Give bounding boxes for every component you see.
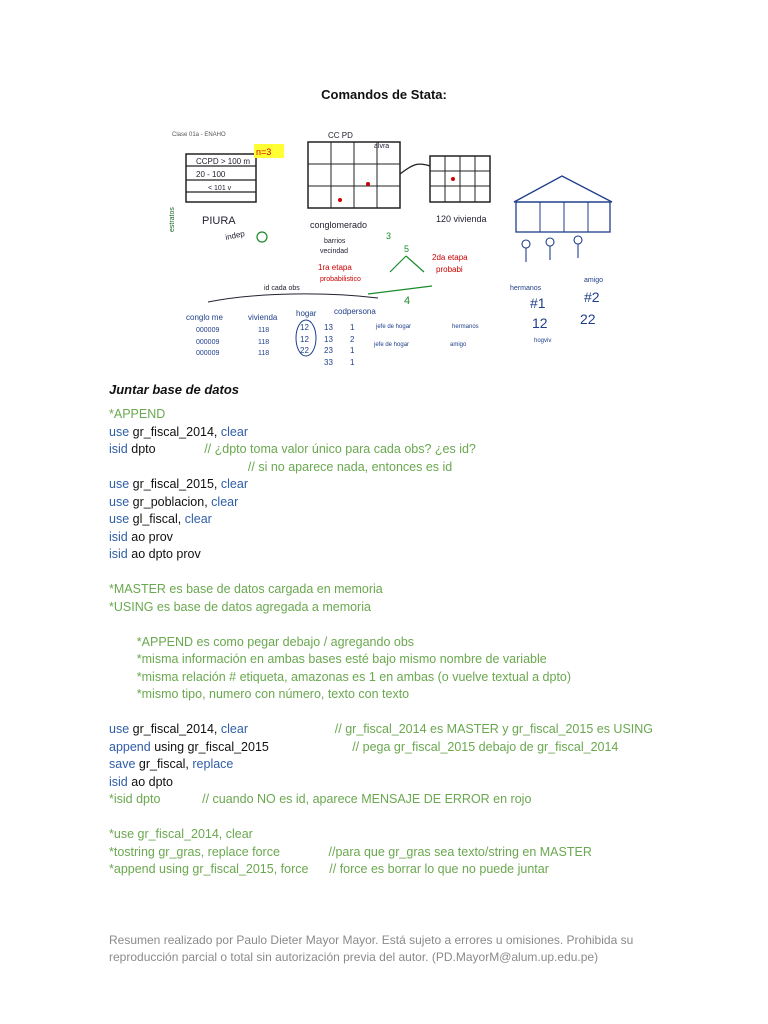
- code-keyword: save: [109, 757, 136, 771]
- code-line: [109, 494, 653, 512]
- sketch-three: 3: [386, 231, 392, 241]
- code-keyword: clear: [220, 424, 248, 439]
- house-amigo: amigo: [584, 277, 604, 284]
- sketch-r3c2: 118: [258, 350, 270, 357]
- sketch-amigo-note: amigo: [450, 342, 467, 348]
- sketch-prob1: probabilistico: [320, 276, 361, 283]
- sketch-etapa1: 1ra etapa: [318, 263, 352, 272]
- sketch-r1c4: 13: [324, 323, 333, 332]
- sketch-r2c5: 2: [350, 335, 355, 344]
- sketch-col3: hogar: [296, 309, 317, 318]
- sketch-header: Clase 01a - ENAHO: [172, 132, 226, 138]
- code-line: [109, 651, 653, 669]
- code-keyword: isid: [109, 547, 128, 561]
- code-line: [109, 791, 653, 809]
- section-title: Juntar base de datos: [109, 382, 240, 397]
- code-keyword: append: [109, 739, 151, 754]
- sketch-r4c5: 1: [350, 358, 355, 367]
- sketch-r2c1: 000009: [196, 339, 220, 346]
- house-hogviv: hogviv: [534, 338, 552, 344]
- sketch-indep: indep: [224, 229, 246, 242]
- code-line: [109, 546, 653, 564]
- code-line: [109, 599, 653, 617]
- sketch-ccpd: CCPD > 100 m: [196, 157, 251, 166]
- code-keyword: clear: [220, 722, 248, 736]
- code-text: using gr_fiscal_2015: [150, 739, 353, 754]
- code-text: ao prov: [127, 529, 173, 544]
- sketch-n3: n=3: [256, 147, 272, 157]
- code-line: [109, 861, 653, 879]
- code-text: gr_fiscal_2014,: [129, 722, 221, 736]
- sketch-r2c2: 118: [258, 339, 270, 346]
- page-title: Comandos de Stata:: [321, 87, 447, 102]
- sketch-vivienda: 120 vivienda: [436, 214, 487, 224]
- sketch-r1c2: 118: [258, 327, 270, 334]
- code-keyword: isid: [109, 774, 128, 789]
- code-line: [109, 669, 653, 687]
- house-n1: #1: [530, 295, 546, 311]
- sketch-drawing: [168, 124, 496, 374]
- sketch-jefe1: jefe de hogar: [376, 324, 412, 330]
- house-drawing: [504, 172, 620, 350]
- code-comment: *isid dpto // cuando NO es id, aparece MENSAJE DE ERROR en rojo: [109, 792, 532, 806]
- code-keyword: clear: [211, 494, 239, 509]
- sketch-r1c5: 1: [350, 323, 355, 332]
- code-line: [109, 826, 653, 844]
- code-comment: // gr_fiscal_2014 es MASTER y gr_fiscal_2015 es USING: [247, 722, 654, 736]
- code-line: [109, 616, 653, 634]
- code-text: gl_fiscal,: [129, 512, 185, 526]
- sketch-rows: [196, 323, 355, 367]
- code-comment: *tostring gr_gras, replace force //para que gr_gras sea texto/string en MASTER: [109, 844, 592, 859]
- code-comment: *APPEND: [109, 407, 166, 421]
- code-text: ao dpto prov: [127, 547, 201, 561]
- sketch-conglomerado: conglomerado: [310, 220, 368, 230]
- code-comment: // pega gr_fiscal_2015 debajo de gr_fiscal_2014: [352, 739, 619, 754]
- sketch-col2: vivienda: [248, 313, 278, 322]
- sketch-r3c4: 23: [324, 346, 333, 355]
- sketch-col4: codpersona: [334, 307, 376, 316]
- sketch-r2: < 101 v: [208, 185, 232, 192]
- code-line: [109, 511, 653, 529]
- code-text: gr_fiscal,: [135, 757, 193, 771]
- sketch-r2c3: 12: [300, 335, 309, 344]
- code-line: [109, 581, 653, 599]
- sketch-prob2: probabi: [436, 265, 463, 274]
- code-comment: *misma información en ambas bases esté bajo mismo nombre de variable: [109, 652, 547, 666]
- code-text: ao dpto: [127, 774, 173, 789]
- sketch-piura: PIURA: [202, 215, 236, 227]
- code-keyword: use: [109, 477, 130, 491]
- code-text: gr_fiscal_2015,: [129, 477, 221, 491]
- code-comment: *mismo tipo, numero con número, texto con texto: [109, 687, 410, 701]
- code-comment: *USING es base de datos agregada a memoria: [109, 599, 371, 614]
- code-line: [109, 424, 653, 442]
- code-comment: *APPEND es como pegar debajo / agregando obs: [109, 634, 415, 649]
- sketch-r1c3: 12: [300, 323, 309, 332]
- code-keyword: replace: [192, 757, 234, 771]
- sketch-r4c4: 33: [324, 358, 333, 367]
- house-hermanos: hermanos: [510, 285, 542, 292]
- sketch-four: 4: [404, 295, 411, 307]
- code-line: [109, 739, 653, 757]
- sketch-idobs: id cada obs: [264, 285, 300, 292]
- code-line: [109, 564, 653, 582]
- code-comment: // si no aparece nada, entonces es id: [109, 459, 453, 474]
- sketch-r3c3: 22: [300, 346, 309, 355]
- code-keyword: isid: [109, 529, 128, 544]
- person-icons: [522, 236, 582, 262]
- code-keyword: use: [109, 722, 130, 736]
- house-n2: #2: [584, 289, 600, 305]
- code-keyword: use: [109, 494, 130, 509]
- footer-disclaimer: Resumen realizado por Paulo Dieter Mayor Mayor. Está sujeto a errores u omisiones. Prohibida su reproducción parcial o total sin autorización previa del autor. (PD.MayorM@alum.up.edu.pe): [109, 933, 634, 964]
- sketch-estratos: estratos: [169, 207, 176, 232]
- code-line: [109, 756, 653, 774]
- house-sketch: [504, 172, 620, 350]
- code-comment: *use gr_fiscal_2014, clear: [109, 827, 253, 841]
- code-text: gr_fiscal_2014,: [129, 424, 221, 439]
- sketch-col1: conglo me: [186, 313, 223, 322]
- code-keyword: isid: [109, 442, 128, 456]
- code-keyword: use: [109, 512, 130, 526]
- code-line: [109, 774, 653, 792]
- sketch-r1c1: 000009: [196, 327, 220, 334]
- sketch-r3c5: 1: [350, 346, 355, 355]
- handwritten-sketch: [168, 124, 496, 374]
- stata-code-block: [109, 406, 653, 879]
- code-line: [109, 459, 653, 477]
- code-line: [109, 704, 653, 722]
- code-keyword: use: [109, 424, 130, 439]
- code-line: [109, 686, 653, 704]
- code-line: [109, 476, 653, 494]
- code-text: gr_poblacion,: [129, 494, 212, 509]
- code-line: [109, 529, 653, 547]
- code-comment: *MASTER es base de datos cargada en memoria: [109, 582, 383, 596]
- code-comment: // ¿dpto toma valor único para cada obs? ¿es id?: [204, 442, 476, 456]
- house-body: [516, 202, 610, 232]
- sketch-hermanos-note: hermanos: [452, 324, 479, 330]
- sketch-r3c1: 000009: [196, 350, 220, 357]
- code-comment: *misma relación # etiqueta, amazonas es 1 en ambas (o vuelve textual a dpto): [109, 669, 572, 684]
- sketch-etapa2: 2da etapa: [432, 253, 468, 262]
- house-v22: 22: [580, 311, 596, 327]
- code-line: [109, 441, 653, 459]
- sketch-barrios: barrios: [324, 238, 346, 245]
- sketch-alvra: alvra: [374, 143, 390, 150]
- house-roof: [514, 176, 612, 202]
- sketch-ccpd-top: CC PD: [328, 131, 353, 140]
- sketch-r1: 20 - 100: [196, 170, 226, 179]
- sketch-vecindad: vecindad: [320, 248, 349, 255]
- code-line: [109, 809, 653, 827]
- code-keyword: clear: [184, 512, 212, 526]
- code-line: [109, 844, 653, 862]
- house-v12: 12: [532, 315, 548, 331]
- sketch-r2c4: 13: [324, 335, 333, 344]
- sketch-five: 5: [404, 244, 410, 254]
- code-line: [109, 634, 653, 652]
- code-text: dpto: [127, 442, 205, 456]
- code-line: [109, 406, 653, 424]
- code-keyword: clear: [220, 477, 248, 491]
- sketch-jefe2: jefe de hogar: [374, 342, 410, 348]
- code-line: [109, 721, 653, 739]
- code-comment: *append using gr_fiscal_2015, force // force es borrar lo que no puede juntar: [109, 862, 549, 876]
